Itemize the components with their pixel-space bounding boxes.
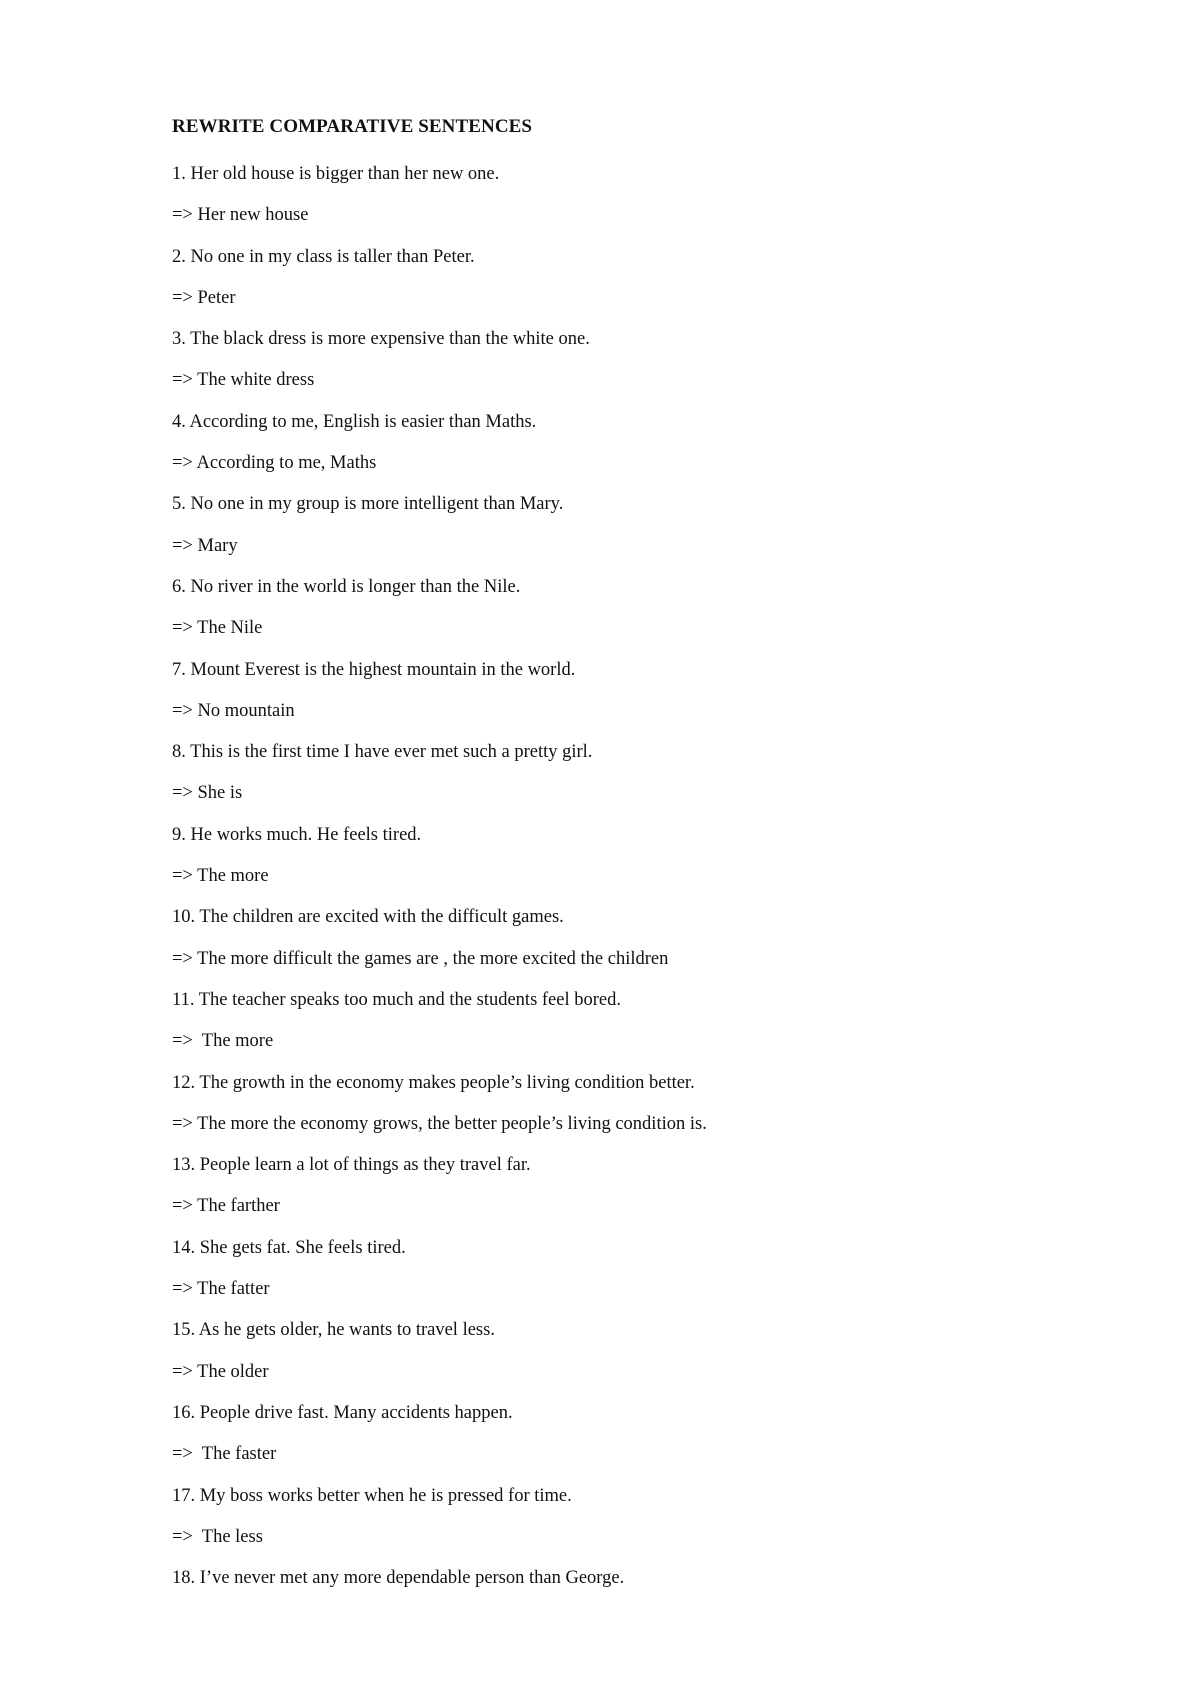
exercise-question-line: 6. No river in the world is longer than the Nile.: [172, 576, 521, 597]
exercise-answer-line: => The faster: [172, 1444, 277, 1465]
exercise-question-line: 1. Her old house is bigger than her new one.: [172, 164, 500, 184]
exercise-question-line: 7. Mount Everest is the highest mountain in the world.: [172, 659, 576, 680]
exercise-question-line: 18. I’ve never met any more dependable person than George.: [172, 1568, 625, 1589]
exercise-answer-line: => The more: [172, 1031, 274, 1052]
exercise-answer-line: => No mountain: [172, 700, 295, 721]
exercise-answer-line: => Peter: [172, 287, 236, 308]
exercise-question-line: 13. People learn a lot of things as they travel far.: [172, 1155, 531, 1176]
exercise-answer-line: => The older: [172, 1361, 269, 1382]
exercise-question-line: 11. The teacher speaks too much and the students feel bored.: [172, 989, 621, 1010]
exercise-question-line: 8. This is the first time I have ever met such a pretty girl.: [172, 742, 593, 763]
exercise-answer-line: => The farther: [172, 1196, 280, 1217]
exercise-answer-line: => The less: [172, 1526, 263, 1547]
exercise-answer-line: => Her new house: [172, 205, 309, 226]
exercise-question-line: 9. He works much. He feels tired.: [172, 824, 422, 845]
exercise-answer-line: => She is: [172, 783, 243, 804]
exercise-answer-line: => The Nile: [172, 618, 263, 639]
exercise-question-line: 15. As he gets older, he wants to travel less.: [172, 1320, 495, 1341]
exercise-answer-line: => The white dress: [172, 370, 315, 391]
exercise-answer-line: => Mary: [172, 535, 238, 556]
exercise-answer-line: => The fatter: [172, 1279, 270, 1300]
exercise-question-line: 2. No one in my class is taller than Peter.: [172, 246, 475, 267]
exercise-answer-line: => The more the economy grows, the better people’s living condition is.: [172, 1113, 707, 1134]
exercise-question-line: 10. The children are excited with the difficult games.: [172, 907, 564, 928]
exercise-question-line: 12. The growth in the economy makes people’s living condition better.: [172, 1072, 695, 1093]
exercise-question-line: 4. According to me, English is easier than Maths.: [172, 411, 537, 432]
exercise-answer-line: => According to me, Maths: [172, 453, 377, 474]
exercise-question-line: 5. No one in my group is more intelligent than Mary.: [172, 494, 564, 515]
exercise-list: [172, 154, 1092, 1599]
exercise-answer-line: => The more: [172, 866, 269, 887]
exercise-question-line: 17. My boss works better when he is pressed for time.: [172, 1485, 572, 1506]
exercise-answer-line: => The more difficult the games are , the more excited the children: [172, 948, 669, 969]
document-title: REWRITE COMPARATIVE SENTENCES: [172, 116, 533, 137]
exercise-question-line: 14. She gets fat. She feels tired.: [172, 1237, 406, 1258]
exercise-question-line: 3. The black dress is more expensive than the white one.: [172, 329, 590, 350]
exercise-question-line: 16. People drive fast. Many accidents happen.: [172, 1402, 513, 1423]
document-content: [172, 113, 1092, 1599]
